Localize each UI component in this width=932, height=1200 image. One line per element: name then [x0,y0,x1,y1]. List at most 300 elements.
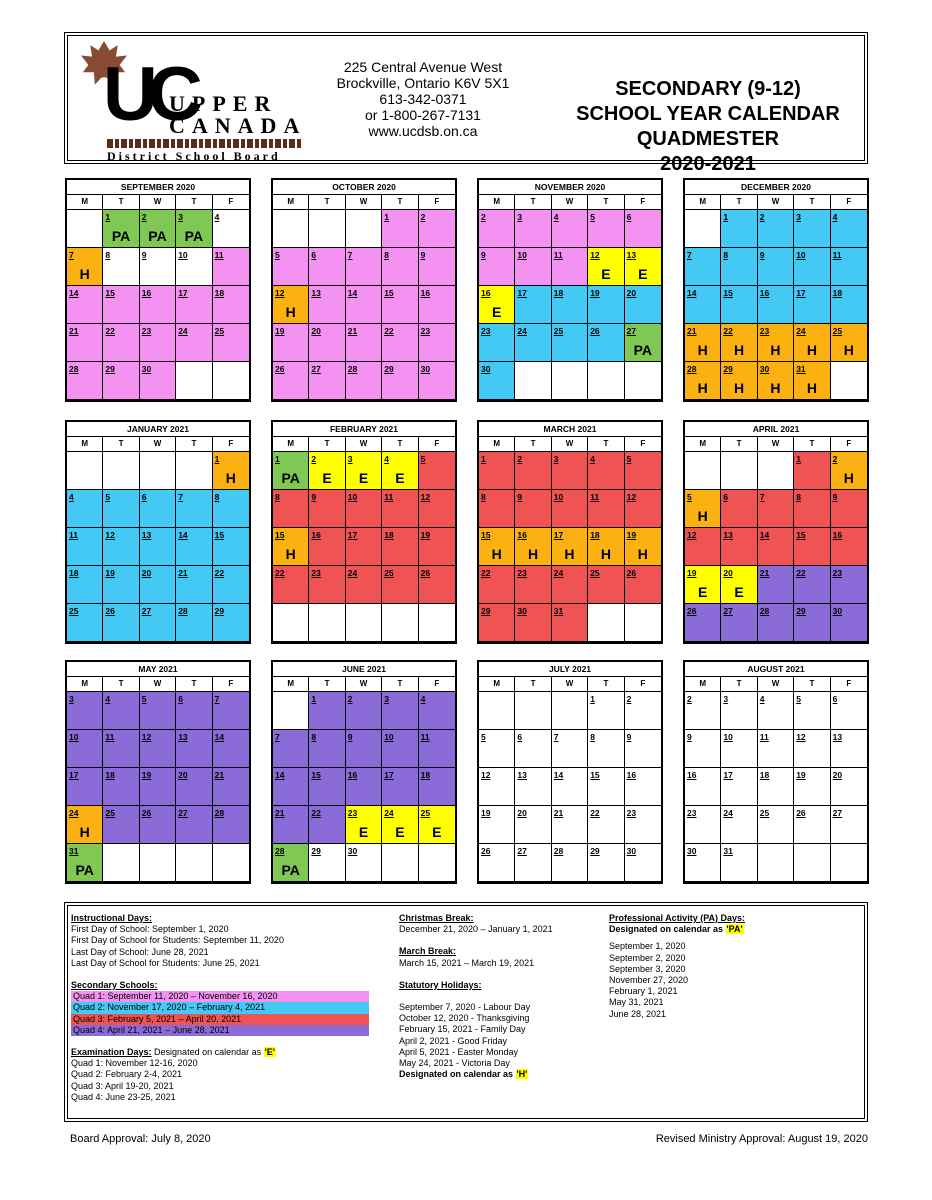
day-cell[interactable] [140,210,176,248]
day-cell[interactable] [588,248,624,286]
day-number: 19 [105,568,115,578]
day-number: 25 [420,808,431,818]
day-cell[interactable] [309,248,345,286]
day-cell[interactable] [479,286,515,324]
day-cell[interactable] [346,730,382,768]
day-cell[interactable] [831,604,867,642]
day-cell[interactable] [721,844,757,882]
day-cell[interactable] [309,844,345,882]
day-cell[interactable] [213,490,249,528]
day-cell[interactable] [67,730,103,768]
day-cell[interactable] [309,324,345,362]
day-cell[interactable] [382,362,418,400]
day-cell[interactable] [382,730,418,768]
day-cell[interactable] [479,768,515,806]
day-cell[interactable] [103,362,139,400]
day-cell[interactable] [479,210,515,248]
day-cell[interactable] [552,730,588,768]
day-cell[interactable] [103,490,139,528]
day-cell[interactable] [794,692,830,730]
day-cell[interactable] [346,806,382,844]
day-cell[interactable] [309,286,345,324]
day-cell[interactable] [419,490,455,528]
day-cell[interactable] [685,768,721,806]
day-cell[interactable] [419,806,455,844]
day-cell[interactable] [588,566,624,604]
day-cell[interactable] [794,566,830,604]
day-cell[interactable] [103,324,139,362]
day-cell[interactable] [67,286,103,324]
day-cell[interactable] [625,210,661,248]
day-cell[interactable] [758,566,794,604]
weekday-label: T [515,437,551,451]
day-cell[interactable] [552,286,588,324]
day-cell[interactable] [588,528,624,566]
day-cell[interactable] [419,692,455,730]
day-cell[interactable] [382,248,418,286]
day-code: PA [281,862,300,878]
day-cell[interactable] [67,490,103,528]
day-cell[interactable] [515,490,551,528]
day-cell[interactable] [419,566,455,604]
day-cell[interactable] [140,806,176,844]
day-cell[interactable] [213,210,249,248]
day-cell[interactable] [479,844,515,882]
day-cell[interactable] [588,324,624,362]
day-cell[interactable] [140,692,176,730]
day-cell[interactable] [309,692,345,730]
day-cell[interactable] [758,528,794,566]
day-cell[interactable] [273,248,309,286]
day-cell[interactable] [176,528,212,566]
day-cell[interactable] [103,566,139,604]
day-cell[interactable] [176,490,212,528]
day-cell[interactable] [721,248,757,286]
day-cell[interactable] [479,730,515,768]
empty-day-cell [794,844,830,882]
day-cell[interactable] [552,490,588,528]
day-number: 29 [723,364,733,374]
day-code: E [358,824,369,840]
day-cell[interactable] [721,566,757,604]
day-cell[interactable] [213,730,249,768]
day-cell[interactable] [213,528,249,566]
day-cell[interactable] [67,768,103,806]
day-number: 5 [420,454,426,464]
day-cell[interactable] [419,528,455,566]
day-cell[interactable] [103,248,139,286]
day-cell[interactable] [419,362,455,400]
day-cell[interactable] [685,692,721,730]
day-number: 3 [796,212,801,222]
day-cell[interactable] [625,286,661,324]
day-cell[interactable] [479,528,515,566]
day-cell[interactable] [67,362,103,400]
day-cell[interactable] [721,604,757,642]
day-cell[interactable] [273,806,309,844]
day-cell[interactable] [625,768,661,806]
day-cell[interactable] [479,452,515,490]
day-cell[interactable] [273,768,309,806]
day-cell[interactable] [794,490,830,528]
day-number: 7 [178,492,183,502]
day-cell[interactable] [419,768,455,806]
day-cell[interactable] [721,362,757,400]
day-cell[interactable] [552,452,588,490]
day-cell[interactable] [309,528,345,566]
day-cell[interactable] [794,286,830,324]
day-cell[interactable] [309,362,345,400]
day-cell[interactable] [685,604,721,642]
day-cell[interactable] [831,452,867,490]
day-cell[interactable] [552,806,588,844]
day-cell[interactable] [382,806,418,844]
day-cell[interactable] [794,452,830,490]
day-cell[interactable] [721,768,757,806]
day-cell[interactable] [176,324,212,362]
day-cell[interactable] [721,286,757,324]
day-cell[interactable] [794,362,830,400]
day-code: E [395,470,405,486]
day-cell[interactable] [831,248,867,286]
day-cell[interactable] [515,324,551,362]
day-cell[interactable] [625,730,661,768]
day-cell[interactable] [685,566,721,604]
day-cell[interactable] [552,844,588,882]
day-number: 6 [832,694,838,704]
day-cell[interactable] [346,566,382,604]
day-cell[interactable] [213,286,249,324]
day-cell[interactable] [67,528,103,566]
day-number: 20 [832,770,843,780]
day-cell[interactable] [309,806,345,844]
day-cell[interactable] [213,768,249,806]
day-cell[interactable] [67,604,103,642]
day-cell[interactable] [273,452,309,490]
day-cell[interactable] [140,286,176,324]
day-cell[interactable] [721,692,757,730]
day-cell[interactable] [140,566,176,604]
day-cell[interactable] [685,844,721,882]
day-cell[interactable] [140,768,176,806]
day-cell[interactable] [103,210,139,248]
day-cell[interactable] [515,210,551,248]
day-cell[interactable] [794,768,830,806]
day-cell[interactable] [309,490,345,528]
day-number: 2 [420,212,426,222]
day-cell[interactable] [588,452,624,490]
day-cell[interactable] [831,806,867,844]
day-cell[interactable] [515,806,551,844]
day-number: 30 [420,364,431,374]
day-cell[interactable] [515,730,551,768]
day-cell[interactable] [273,286,309,324]
day-cell[interactable] [794,210,830,248]
day-cell[interactable] [140,730,176,768]
day-cell[interactable] [552,248,588,286]
day-cell[interactable] [67,806,103,844]
day-cell[interactable] [515,528,551,566]
day-cell[interactable] [588,730,624,768]
day-cell[interactable] [419,730,455,768]
day-cell[interactable] [213,452,249,490]
day-cell[interactable] [831,324,867,362]
day-cell[interactable] [794,730,830,768]
day-cell[interactable] [273,324,309,362]
day-cell[interactable] [346,452,382,490]
day-cell[interactable] [479,490,515,528]
day-cell[interactable] [758,768,794,806]
day-cell[interactable] [176,604,212,642]
day-cell[interactable] [685,806,721,844]
day-cell[interactable] [140,324,176,362]
day-cell[interactable] [176,566,212,604]
day-cell[interactable] [67,844,103,882]
day-cell[interactable] [794,806,830,844]
day-cell[interactable] [309,452,345,490]
day-number: 7 [553,732,559,742]
day-number: 16 [311,530,321,540]
day-cell[interactable] [213,692,249,730]
day-cell[interactable] [479,362,515,400]
day-cell[interactable] [794,528,830,566]
day-cell[interactable] [625,324,661,362]
day-cell[interactable] [176,768,212,806]
day-number: 23 [481,326,491,336]
day-cell[interactable] [67,566,103,604]
day-cell[interactable] [273,844,309,882]
empty-day-cell [721,452,757,490]
day-cell[interactable] [213,248,249,286]
day-cell[interactable] [794,248,830,286]
day-cell[interactable] [140,604,176,642]
day-cell[interactable] [552,528,588,566]
day-number: 15 [311,770,321,780]
website-link[interactable]: www.ucdsb.on.ca [368,123,478,139]
day-cell[interactable] [273,566,309,604]
day-number: 16 [141,288,152,298]
day-cell[interactable] [794,324,830,362]
day-cell[interactable] [685,490,721,528]
day-cell[interactable] [515,452,551,490]
day-cell[interactable] [685,324,721,362]
day-cell[interactable] [625,452,661,490]
day-cell[interactable] [176,692,212,730]
day-cell[interactable] [588,490,624,528]
weekday-label: M [67,437,103,451]
day-cell[interactable] [588,210,624,248]
day-cell[interactable] [625,566,661,604]
day-cell[interactable] [515,604,551,642]
day-cell[interactable] [588,692,624,730]
day-cell[interactable] [479,324,515,362]
day-cell[interactable] [721,806,757,844]
day-cell[interactable] [382,452,418,490]
day-cell[interactable] [309,730,345,768]
day-cell[interactable] [103,730,139,768]
day-number: 25 [214,326,225,336]
day-cell[interactable] [309,566,345,604]
day-cell[interactable] [552,566,588,604]
day-cell[interactable] [758,730,794,768]
day-cell[interactable] [382,286,418,324]
day-cell[interactable] [479,604,515,642]
day-cell[interactable] [758,490,794,528]
day-cell[interactable] [588,768,624,806]
day-cell[interactable] [515,248,551,286]
weekday-label: T [794,195,830,209]
day-cell[interactable] [479,566,515,604]
day-cell[interactable] [831,490,867,528]
day-cell[interactable] [382,692,418,730]
day-cell[interactable] [346,324,382,362]
day-cell[interactable] [515,566,551,604]
day-number: 5 [590,212,595,222]
day-cell[interactable] [140,528,176,566]
day-cell[interactable] [419,210,455,248]
day-cell[interactable] [382,768,418,806]
day-cell[interactable] [346,286,382,324]
day-cell[interactable] [273,730,309,768]
day-cell[interactable] [346,768,382,806]
day-cell[interactable] [758,324,794,362]
day-cell[interactable] [103,806,139,844]
day-cell[interactable] [346,528,382,566]
day-cell[interactable] [721,730,757,768]
day-cell[interactable] [176,210,212,248]
day-cell[interactable] [419,452,455,490]
day-cell[interactable] [419,324,455,362]
day-cell[interactable] [213,604,249,642]
day-cell[interactable] [758,692,794,730]
day-cell[interactable] [273,528,309,566]
day-cell[interactable] [103,768,139,806]
day-cell[interactable] [625,490,661,528]
day-cell[interactable] [382,210,418,248]
day-cell[interactable] [552,768,588,806]
day-cell[interactable] [685,528,721,566]
day-cell[interactable] [588,806,624,844]
holiday-line: February 15, 2021 - Family Day [399,1024,526,1035]
day-cell[interactable] [140,248,176,286]
day-cell[interactable] [346,692,382,730]
day-cell[interactable] [382,324,418,362]
day-cell[interactable] [346,362,382,400]
day-cell[interactable] [831,210,867,248]
day-cell[interactable] [103,286,139,324]
day-cell[interactable] [273,490,309,528]
day-cell[interactable] [758,806,794,844]
day-cell[interactable] [721,490,757,528]
day-number: 27 [626,326,637,336]
day-cell[interactable] [758,286,794,324]
weekday-label: F [846,197,852,206]
day-cell[interactable] [831,692,867,730]
day-cell[interactable] [419,248,455,286]
day-number: 23 [687,808,697,818]
day-number: 12 [626,492,637,502]
day-cell[interactable] [721,324,757,362]
day-cell[interactable] [552,210,588,248]
day-cell[interactable] [515,768,551,806]
day-cell[interactable] [831,528,867,566]
day-cell[interactable] [588,844,624,882]
day-cell[interactable] [552,324,588,362]
day-cell[interactable] [309,768,345,806]
day-cell[interactable] [213,324,249,362]
day-cell[interactable] [67,324,103,362]
day-cell[interactable] [419,286,455,324]
day-code: PA [148,228,167,244]
day-cell[interactable] [625,248,661,286]
day-cell[interactable] [685,248,721,286]
day-cell[interactable] [625,692,661,730]
day-cell[interactable] [588,286,624,324]
day-cell[interactable] [140,490,176,528]
day-cell[interactable] [721,210,757,248]
day-cell[interactable] [140,362,176,400]
title-line: 2020-2021 [660,153,756,175]
day-cell[interactable] [176,730,212,768]
day-cell[interactable] [176,248,212,286]
day-cell[interactable] [721,528,757,566]
day-cell[interactable] [831,730,867,768]
day-cell[interactable] [382,566,418,604]
day-cell[interactable] [176,806,212,844]
day-cell[interactable] [685,286,721,324]
weekday-label: W [758,195,794,209]
day-cell[interactable] [758,362,794,400]
day-cell[interactable] [625,806,661,844]
day-cell[interactable] [479,806,515,844]
logo-monogram: UC [103,52,193,137]
day-cell[interactable] [515,844,551,882]
day-number: 22 [481,568,491,578]
day-cell[interactable] [346,248,382,286]
day-cell[interactable] [213,566,249,604]
day-cell[interactable] [831,566,867,604]
day-cell[interactable] [382,490,418,528]
day-cell[interactable] [103,528,139,566]
day-cell[interactable] [552,604,588,642]
day-cell[interactable] [103,604,139,642]
day-cell[interactable] [273,362,309,400]
day-cell[interactable] [831,768,867,806]
day-cell[interactable] [479,248,515,286]
day-cell[interactable] [213,806,249,844]
day-cell[interactable] [346,490,382,528]
day-cell[interactable] [382,528,418,566]
day-cell[interactable] [67,248,103,286]
day-cell[interactable] [794,604,830,642]
day-cell[interactable] [176,286,212,324]
day-cell[interactable] [831,286,867,324]
day-cell[interactable] [625,528,661,566]
day-cell[interactable] [758,604,794,642]
day-cell[interactable] [758,248,794,286]
day-cell[interactable] [685,362,721,400]
day-number: 10 [553,492,564,502]
day-cell[interactable] [515,286,551,324]
day-number: 28 [759,606,770,616]
day-cell[interactable] [67,692,103,730]
day-number: 1 [384,212,389,222]
day-cell[interactable] [758,210,794,248]
day-cell[interactable] [625,844,661,882]
day-cell[interactable] [103,692,139,730]
day-cell[interactable] [685,730,721,768]
day-cell[interactable] [346,844,382,882]
